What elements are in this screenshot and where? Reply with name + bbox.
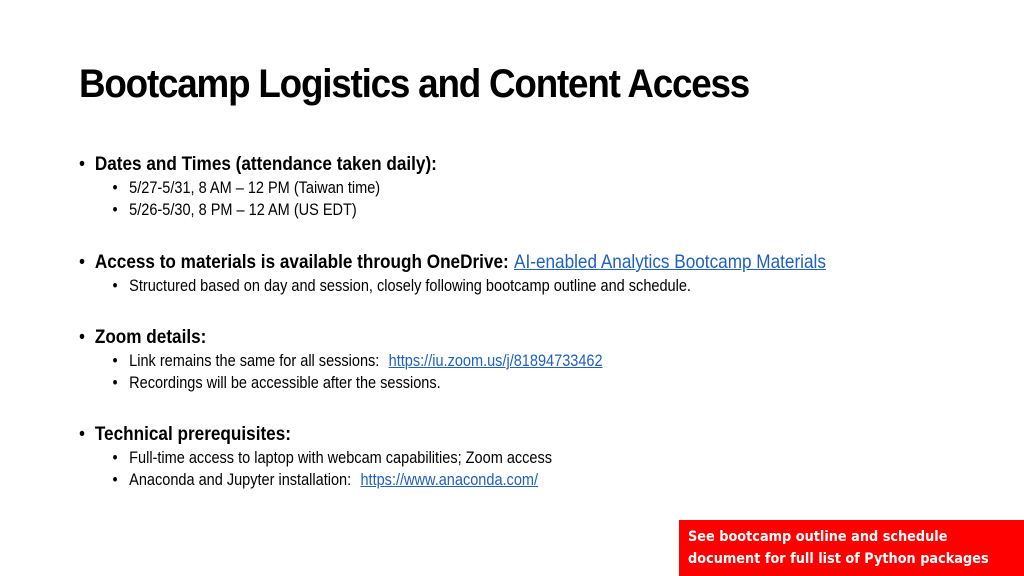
sub-bullet-dot: •: [112, 449, 118, 467]
python-packages-note: [679, 520, 1024, 576]
sub-item: [79, 199, 437, 221]
note-line-2: document for full list of Python packages: [688, 551, 989, 567]
sub-bullet-dot: •: [112, 277, 118, 295]
anaconda-link[interactable]: https://www.anaconda.com/: [360, 471, 539, 489]
bullet-zoom-details: [79, 324, 674, 394]
sub-item: [79, 275, 826, 297]
bullet-dot: •: [79, 251, 86, 273]
sub-item-text: Link remains the same for all sessions:: [129, 352, 384, 370]
bullet-dot: •: [79, 423, 86, 445]
sub-item: [79, 469, 552, 491]
slide-title: Bootcamp Logistics and Content Access: [79, 62, 750, 106]
note-line-1: See bootcamp outline and schedule: [688, 529, 948, 545]
sub-bullet-dot: •: [112, 471, 118, 489]
bullet-heading: Zoom details:: [94, 326, 207, 348]
sub-bullet-dot: •: [112, 352, 118, 370]
sub-item-text: Recordings will be accessible after the sessions.: [129, 374, 441, 392]
bullet-dates-times: [79, 151, 486, 221]
bullet-heading: Access to materials is available through OneDrive:: [94, 251, 509, 273]
sub-item-text: 5/26-5/30, 8 PM – 12 AM (US EDT): [129, 201, 357, 219]
bullet-heading: Dates and Times (attendance taken daily):: [94, 153, 437, 175]
bullet-heading: Technical prerequisites:: [94, 423, 291, 445]
sub-item: [79, 177, 437, 199]
sub-item-text: Structured based on day and session, closely following bootcamp outline and schedule.: [129, 277, 691, 295]
sub-item: [79, 350, 603, 372]
sub-item: [79, 372, 603, 394]
sub-bullet-dot: •: [112, 374, 118, 392]
sub-bullet-dot: •: [112, 201, 118, 219]
sub-item-text: Full-time access to laptop with webcam capabilities; Zoom access: [129, 449, 553, 467]
sub-bullet-dot: •: [112, 179, 118, 197]
bullet-technical-prerequisites: [79, 421, 617, 491]
sub-item-text: Anaconda and Jupyter installation:: [129, 471, 356, 489]
sub-item: [79, 447, 552, 469]
zoom-link[interactable]: https://iu.zoom.us/j/81894733462: [388, 352, 603, 370]
bullet-dot: •: [79, 153, 86, 175]
sub-item-text: 5/27-5/31, 8 AM – 12 PM (Taiwan time): [129, 179, 381, 197]
bullet-materials-access: [79, 249, 928, 297]
bullet-dot: •: [79, 326, 86, 348]
onedrive-materials-link[interactable]: AI-enabled Analytics Bootcamp Materials: [514, 251, 826, 273]
